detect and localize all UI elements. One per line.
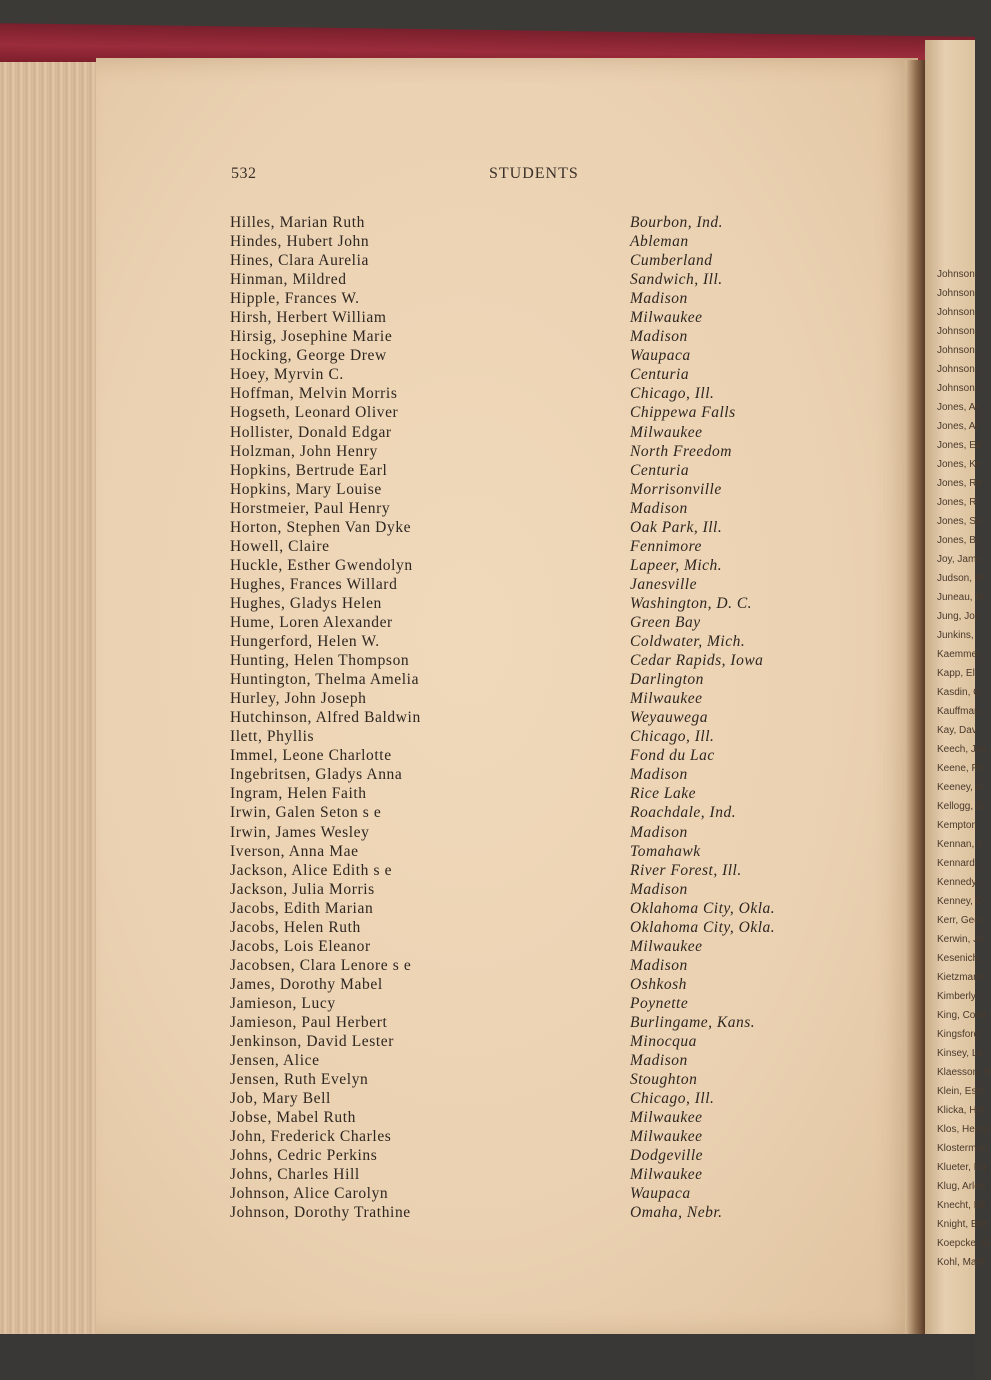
student-row bbox=[230, 537, 850, 556]
student-name: Hirsh, Herbert William bbox=[230, 309, 387, 327]
student-row bbox=[230, 308, 850, 327]
student-hometown: Morrisonville bbox=[630, 480, 722, 498]
student-row bbox=[230, 765, 850, 784]
facing-page-fragment: Juneau, M bbox=[937, 592, 984, 603]
facing-page-fragment: Kerwin, Jo bbox=[937, 934, 984, 945]
student-name: Jobse, Mabel Ruth bbox=[230, 1109, 357, 1127]
student-name: James, Dorothy Mabel bbox=[230, 975, 383, 993]
student-row bbox=[230, 480, 850, 499]
book-gutter bbox=[905, 60, 925, 1335]
student-name: Jamieson, Lucy bbox=[230, 994, 336, 1012]
student-row bbox=[230, 1108, 850, 1127]
student-row bbox=[230, 556, 850, 575]
facing-page-fragment: Jones, Re bbox=[937, 478, 983, 489]
student-row bbox=[230, 575, 850, 594]
facing-page-fragment: Johnson, bbox=[937, 383, 978, 394]
facing-page-fragment: Kauffman, bbox=[937, 706, 983, 717]
student-hometown: Dodgeville bbox=[630, 1147, 704, 1165]
student-hometown: Burlingame, Kans. bbox=[630, 1013, 756, 1031]
student-hometown: Janesville bbox=[630, 575, 697, 593]
student-name: Irwin, Galen Seton s e bbox=[230, 804, 382, 822]
student-row bbox=[230, 518, 850, 537]
student-hometown: Minocqua bbox=[630, 1033, 697, 1051]
facing-page-fragment: Jones, Sa bbox=[937, 516, 982, 527]
student-hometown: Waupaca bbox=[630, 1185, 691, 1203]
facing-page-fragment: Johnson, bbox=[937, 288, 978, 299]
student-name: Hogseth, Leonard Oliver bbox=[230, 404, 399, 422]
student-row bbox=[230, 632, 850, 651]
page-number: 532 bbox=[231, 165, 257, 182]
student-hometown: Chippewa Falls bbox=[630, 404, 736, 422]
student-row bbox=[230, 403, 850, 422]
facing-page-fragment: Jung, Jos bbox=[937, 611, 980, 622]
student-row bbox=[230, 1089, 850, 1108]
student-hometown: Madison bbox=[630, 956, 688, 974]
student-name: Holzman, John Henry bbox=[230, 442, 378, 460]
student-name: Hollister, Donald Edgar bbox=[230, 423, 392, 441]
student-hometown: Oshkosh bbox=[630, 975, 687, 993]
student-row bbox=[230, 918, 850, 937]
student-row bbox=[230, 803, 850, 822]
student-hometown: Fennimore bbox=[630, 537, 702, 555]
student-row bbox=[230, 880, 850, 899]
student-hometown: Oklahoma City, Okla. bbox=[630, 918, 776, 936]
facing-page-fragment: Junkins, bbox=[937, 630, 974, 641]
facing-page-fragment: Kesenich, bbox=[937, 953, 981, 964]
student-hometown: Ableman bbox=[630, 233, 689, 251]
student-row bbox=[230, 975, 850, 994]
student-hometown: Tomahawk bbox=[630, 842, 701, 860]
student-row bbox=[230, 1203, 850, 1222]
student-name: Howell, Claire bbox=[230, 537, 330, 555]
student-row bbox=[230, 1070, 850, 1089]
student-name: Hoffman, Melvin Morris bbox=[230, 385, 398, 403]
student-name: Hutchinson, Alfred Baldwin bbox=[230, 709, 421, 727]
student-row bbox=[230, 937, 850, 956]
student-name: Ingebritsen, Gladys Anna bbox=[230, 766, 403, 784]
student-name: Jensen, Ruth Evelyn bbox=[230, 1071, 369, 1089]
facing-page-fragment: Kinsey, La bbox=[937, 1048, 983, 1059]
facing-page-fragment: Kingsford, bbox=[937, 1029, 983, 1040]
book-cover-bottom bbox=[0, 1334, 975, 1380]
student-hometown: North Freedom bbox=[630, 442, 732, 460]
student-row bbox=[230, 1032, 850, 1051]
student-hometown: Stoughton bbox=[630, 1071, 698, 1089]
page-header bbox=[0, 165, 975, 187]
student-name: Huntington, Thelma Amelia bbox=[230, 671, 420, 689]
student-name: Hughes, Gladys Helen bbox=[230, 594, 382, 612]
student-name: Jenkinson, David Lester bbox=[230, 1033, 395, 1051]
student-name: Hopkins, Mary Louise bbox=[230, 480, 382, 498]
student-directory-list bbox=[230, 213, 850, 1222]
student-hometown: Cumberland bbox=[630, 252, 713, 270]
student-row bbox=[230, 461, 850, 480]
student-row bbox=[230, 708, 850, 727]
student-name: Job, Mary Bell bbox=[230, 1090, 331, 1108]
student-name: John, Frederick Charles bbox=[230, 1128, 392, 1146]
student-name: Hungerford, Helen W. bbox=[230, 633, 380, 651]
student-hometown: Fond du Lac bbox=[630, 747, 715, 765]
student-name: Johnson, Alice Carolyn bbox=[230, 1185, 389, 1203]
facing-page-fragment: Kennedy, bbox=[937, 877, 979, 888]
facing-page-fragment: Jones, By bbox=[937, 535, 981, 546]
student-name: Jackson, Alice Edith s e bbox=[230, 861, 393, 879]
facing-page-fragment: Johnson, bbox=[937, 307, 978, 318]
student-hometown: Lapeer, Mich. bbox=[630, 556, 723, 574]
student-hometown: River Forest, Ill. bbox=[630, 861, 742, 879]
facing-page-fragment: Kay, Dav bbox=[937, 725, 977, 736]
facing-page-fragment: Jones, Ar bbox=[937, 421, 979, 432]
student-hometown: Oklahoma City, Okla. bbox=[630, 899, 776, 917]
student-row bbox=[230, 746, 850, 765]
student-hometown: Sandwich, Ill. bbox=[630, 271, 723, 289]
student-name: Johns, Cedric Perkins bbox=[230, 1147, 378, 1165]
student-hometown: Green Bay bbox=[630, 613, 701, 631]
student-row bbox=[230, 213, 850, 232]
facing-page-fragment: Johnson, bbox=[937, 364, 978, 375]
student-name: Horstmeier, Paul Henry bbox=[230, 499, 391, 517]
student-name: Hoey, Myrvin C. bbox=[230, 366, 344, 384]
student-row bbox=[230, 823, 850, 842]
facing-page-fragment: Klosterman bbox=[937, 1143, 988, 1154]
student-row bbox=[230, 670, 850, 689]
student-hometown: Poynette bbox=[630, 994, 689, 1012]
student-row bbox=[230, 1184, 850, 1203]
student-name: Hinman, Mildred bbox=[230, 271, 347, 289]
student-hometown: Milwaukee bbox=[630, 1166, 703, 1184]
student-name: Ingram, Helen Faith bbox=[230, 785, 367, 803]
student-hometown: Milwaukee bbox=[630, 937, 703, 955]
facing-page-fragment: Kimberly, bbox=[937, 991, 978, 1002]
student-row bbox=[230, 289, 850, 308]
student-row bbox=[230, 1127, 850, 1146]
facing-page-fragment: Kasdin, G bbox=[937, 687, 981, 698]
facing-page-fragment: Kohl, Marti bbox=[937, 1257, 985, 1268]
student-name: Immel, Leone Charlotte bbox=[230, 747, 392, 765]
facing-page-fragment: Klueter, Ka bbox=[937, 1162, 986, 1173]
student-hometown: Rice Lake bbox=[630, 785, 697, 803]
student-hometown: Milwaukee bbox=[630, 309, 703, 327]
student-name: Hipple, Frances W. bbox=[230, 290, 360, 308]
student-row bbox=[230, 594, 850, 613]
facing-page-fragment: Johnson, bbox=[937, 345, 978, 356]
student-row bbox=[230, 1013, 850, 1032]
student-row bbox=[230, 251, 850, 270]
student-name: Jackson, Julia Morris bbox=[230, 880, 375, 898]
facing-page-fragment: Kellogg, G bbox=[937, 801, 984, 812]
student-row bbox=[230, 327, 850, 346]
student-row bbox=[230, 1051, 850, 1070]
facing-page-fragment: Keene, Ph bbox=[937, 763, 984, 774]
facing-page-fragment: Koepcke, G bbox=[937, 1238, 990, 1249]
student-row bbox=[230, 442, 850, 461]
student-name: Hines, Clara Aurelia bbox=[230, 252, 369, 270]
student-hometown: Milwaukee bbox=[630, 423, 703, 441]
facing-page-fragment: Knight, Elle bbox=[937, 1219, 988, 1230]
student-name: Iverson, Anna Mae bbox=[230, 842, 359, 860]
facing-page-fragment: Jones, Ke bbox=[937, 459, 982, 470]
student-hometown: Madison bbox=[630, 499, 688, 517]
running-head: STUDENTS bbox=[489, 165, 579, 182]
student-row bbox=[230, 384, 850, 403]
student-row bbox=[230, 423, 850, 442]
facing-page-fragment: Kennan, J bbox=[937, 839, 983, 850]
student-hometown: Milwaukee bbox=[630, 690, 703, 708]
student-name: Jensen, Alice bbox=[230, 1052, 320, 1070]
facing-page-fragment: Klug, Arlee bbox=[937, 1181, 986, 1192]
student-name: Jacobs, Lois Eleanor bbox=[230, 937, 371, 955]
student-row bbox=[230, 727, 850, 746]
student-hometown: Milwaukee bbox=[630, 1128, 703, 1146]
student-name: Hume, Loren Alexander bbox=[230, 613, 393, 631]
facing-page-fragment: Johnson, bbox=[937, 326, 978, 337]
student-name: Jamieson, Paul Herbert bbox=[230, 1013, 388, 1031]
student-name: Hughes, Frances Willard bbox=[230, 575, 398, 593]
student-row bbox=[230, 784, 850, 803]
student-hometown: Madison bbox=[630, 1052, 688, 1070]
facing-page-fragment: Jones, Ri bbox=[937, 497, 979, 508]
facing-page-fragment: Jones, Ar bbox=[937, 402, 979, 413]
student-row bbox=[230, 651, 850, 670]
facing-page-fragment: Kerr, Geor bbox=[937, 915, 984, 926]
student-name: Hunting, Helen Thompson bbox=[230, 652, 410, 670]
student-row bbox=[230, 994, 850, 1013]
facing-page-fragment: Keeney, H bbox=[937, 782, 983, 793]
student-hometown: Washington, D. C. bbox=[630, 594, 753, 612]
student-row bbox=[230, 499, 850, 518]
student-row bbox=[230, 232, 850, 251]
facing-page-fragment: Kennard, bbox=[937, 858, 978, 869]
student-name: Hurley, John Joseph bbox=[230, 690, 367, 708]
student-name: Jacobsen, Clara Lenore s e bbox=[230, 956, 412, 974]
student-hometown: Centuria bbox=[630, 461, 690, 479]
student-row bbox=[230, 270, 850, 289]
student-hometown: Oak Park, Ill. bbox=[630, 518, 723, 536]
facing-page-names bbox=[937, 265, 991, 1272]
facing-page-fragment: Joy, Jame bbox=[937, 554, 982, 565]
student-row bbox=[230, 365, 850, 384]
student-name: Hirsig, Josephine Marie bbox=[230, 328, 393, 346]
student-hometown: Madison bbox=[630, 880, 688, 898]
student-name: Hocking, George Drew bbox=[230, 347, 387, 365]
student-name: Johns, Charles Hill bbox=[230, 1166, 360, 1184]
facing-page-fragment: Klicka, Hel bbox=[937, 1105, 985, 1116]
student-hometown: Madison bbox=[630, 766, 688, 784]
facing-page-fragment: Kietzmann bbox=[937, 972, 985, 983]
student-row bbox=[230, 956, 850, 975]
student-name: Jacobs, Helen Ruth bbox=[230, 918, 361, 936]
facing-page-fragment: Kaemmer bbox=[937, 649, 981, 660]
facing-page-fragment: Kapp, El bbox=[937, 668, 975, 679]
student-row bbox=[230, 689, 850, 708]
student-row bbox=[230, 842, 850, 861]
student-row bbox=[230, 861, 850, 880]
facing-page-fragment: Klos, Henry bbox=[937, 1124, 989, 1135]
student-row bbox=[230, 613, 850, 632]
student-hometown: Coldwater, Mich. bbox=[630, 633, 746, 651]
student-row bbox=[230, 899, 850, 918]
facing-page-fragment: Knecht, Eli bbox=[937, 1200, 985, 1211]
student-hometown: Chicago, Ill. bbox=[630, 385, 715, 403]
student-name: Jacobs, Edith Marian bbox=[230, 899, 374, 917]
student-hometown: Cedar Rapids, Iowa bbox=[630, 652, 764, 670]
facing-page-fragment: Jones, Ed bbox=[937, 440, 982, 451]
facing-page-fragment: Klein, Esth bbox=[937, 1086, 985, 1097]
student-name: Hindes, Hubert John bbox=[230, 233, 370, 251]
facing-page-fragment: Klaesson, R bbox=[937, 1067, 991, 1078]
facing-page-fragment: King, Corin bbox=[937, 1010, 987, 1021]
student-hometown: Chicago, Ill. bbox=[630, 728, 715, 746]
facing-page-fragment: Kempton, bbox=[937, 820, 980, 831]
student-row bbox=[230, 1146, 850, 1165]
student-hometown: Darlington bbox=[630, 671, 704, 689]
student-hometown: Madison bbox=[630, 328, 688, 346]
student-name: Hilles, Marian Ruth bbox=[230, 214, 365, 231]
student-hometown: Bourbon, Ind. bbox=[630, 214, 724, 231]
student-name: Hopkins, Bertrude Earl bbox=[230, 461, 388, 479]
student-name: Horton, Stephen Van Dyke bbox=[230, 518, 412, 536]
facing-page-fragment: Johnson, bbox=[937, 269, 978, 280]
student-hometown: Roachdale, Ind. bbox=[630, 804, 737, 822]
student-row bbox=[230, 1165, 850, 1184]
facing-page-fragment: Judson, M bbox=[937, 573, 984, 584]
student-hometown: Waupaca bbox=[630, 347, 691, 365]
student-hometown: Madison bbox=[630, 823, 688, 841]
student-hometown: Centuria bbox=[630, 366, 690, 384]
student-name: Johnson, Dorothy Trathine bbox=[230, 1204, 411, 1222]
student-row bbox=[230, 346, 850, 365]
facing-page-edge bbox=[925, 40, 991, 1340]
student-name: Huckle, Esther Gwendolyn bbox=[230, 556, 413, 574]
student-hometown: Milwaukee bbox=[630, 1109, 703, 1127]
facing-page-fragment: Kenney, C bbox=[937, 896, 983, 907]
student-hometown: Chicago, Ill. bbox=[630, 1090, 715, 1108]
student-name: Irwin, James Wesley bbox=[230, 823, 370, 841]
facing-page-fragment: Keech, Jos bbox=[937, 744, 987, 755]
student-hometown: Weyauwega bbox=[630, 709, 708, 727]
student-name: Ilett, Phyllis bbox=[230, 728, 315, 746]
student-hometown: Omaha, Nebr. bbox=[630, 1204, 723, 1222]
student-hometown: Madison bbox=[630, 290, 688, 308]
